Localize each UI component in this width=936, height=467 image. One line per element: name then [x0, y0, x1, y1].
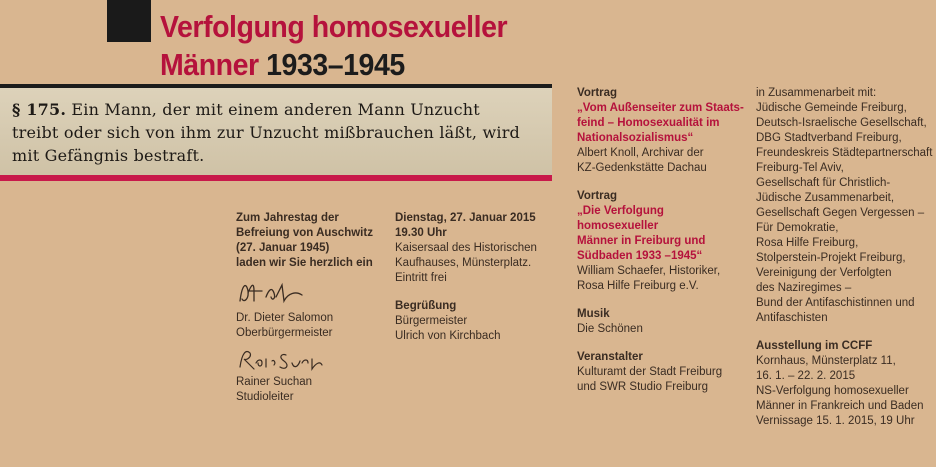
- music-heading: Musik: [577, 308, 610, 320]
- page-title: [160, 8, 675, 84]
- exhibition-line: Männer in Frankreich und Baden: [756, 400, 924, 412]
- partner-line: Gesellschaft für Christlich-: [756, 177, 891, 189]
- partner-line: Bund der Antifaschistinnen und: [756, 297, 915, 309]
- organizer-line-2: und SWR Studio Freiburg: [577, 381, 709, 393]
- exhibition-line: Kornhaus, Münsterplatz 11,: [756, 355, 896, 367]
- black-square-decoration: [107, 0, 151, 42]
- partner-line: Stolperstein-Projekt Freiburg,: [756, 252, 906, 264]
- exhibition-heading: Ausstellung im CCFF: [756, 340, 873, 352]
- partner-line: Freundeskreis Städtepartnerschaft: [756, 147, 933, 159]
- partner-line: Für Demokratie,: [756, 222, 839, 234]
- invitation-line-2: Befreiung von Auschwitz: [236, 227, 373, 239]
- signer-1-role: Oberbürgermeister: [236, 327, 333, 339]
- signer-2-role: Studioleiter: [236, 391, 294, 403]
- partner-line: Jüdische Gemeinde Freiburg,: [756, 102, 907, 114]
- partner-line: Vereinigung der Verfolgten: [756, 267, 892, 279]
- signature-suchan-icon: [236, 341, 326, 375]
- talk-2-speaker-1: William Schaefer, Historiker,: [577, 265, 721, 277]
- partner-line: Gesellschaft Gegen Vergessen –: [756, 207, 925, 219]
- talk-2-title-2: Männer in Freiburg und: [577, 235, 706, 247]
- welcome-line-1: Bürgermeister: [395, 315, 468, 327]
- event-time: 19.30 Uhr: [395, 227, 447, 239]
- talk-2-heading: Vortrag: [577, 190, 618, 202]
- partner-line: Deutsch-Israelische Gesellschaft,: [756, 117, 927, 129]
- event-entry: Eintritt frei: [395, 272, 447, 284]
- music-text: Die Schönen: [577, 323, 643, 335]
- invitation-column: [236, 211, 386, 405]
- partner-line: DBG Stadtverband Freiburg,: [756, 132, 902, 144]
- invitation-line-1: Zum Jahrestag der: [236, 212, 339, 224]
- organizer-line-1: Kulturamt der Stadt Freiburg: [577, 366, 723, 378]
- talk-1-speaker-1: Albert Knoll, Archivar der: [577, 147, 704, 159]
- partner-line: Jüdische Zusammenarbeit,: [756, 192, 895, 204]
- paragraph-line-1: [12, 98, 542, 121]
- paragraph-line-1-text: Ein Mann, der mit einem anderen Mann Unzucht: [71, 100, 480, 119]
- talk-1-title-2: feind – Homosexualität im: [577, 117, 720, 129]
- talk-2-title-3: Südbaden 1933 –1945“: [577, 250, 703, 262]
- invitation-line-4: laden wir Sie herzlich ein: [236, 257, 373, 269]
- signature-salomon-icon: [236, 271, 306, 311]
- partner-line: Antifaschisten: [756, 312, 828, 324]
- paragraph-number: § 175.: [12, 100, 67, 119]
- welcome-heading: Begrüßung: [395, 300, 457, 312]
- welcome-line-2: Ulrich von Kirchbach: [395, 330, 501, 342]
- event-venue-1: Kaisersaal des Historischen: [395, 242, 537, 254]
- title-line-1: Verfolgung homosexueller: [160, 9, 508, 44]
- signer-2-name: Rainer Suchan: [236, 376, 313, 388]
- paragraph-line-2: treibt oder sich von ihm zur Unzucht mißbrauchen läßt, wird: [12, 123, 520, 142]
- talk-1-title-3: Nationalsozialismus“: [577, 132, 694, 144]
- signer-1-name: Dr. Dieter Salomon: [236, 312, 334, 324]
- event-venue-2: Kaufhauses, Münsterplatz.: [395, 257, 532, 269]
- title-maenner: Männer: [160, 47, 259, 82]
- program-column: [577, 86, 747, 395]
- talk-2-title-1: „Die Verfolgung homosexueller: [577, 205, 664, 232]
- exhibition-line: NS-Verfolgung homosexueller: [756, 385, 909, 397]
- organizer-heading: Veranstalter: [577, 351, 643, 363]
- talk-1-title-1: „Vom Außenseiter zum Staats-: [577, 102, 744, 114]
- exhibition-line: 16. 1. – 22. 2. 2015: [756, 370, 856, 382]
- event-date: Dienstag, 27. Januar 2015: [395, 212, 536, 224]
- paragraph-line-3: mit Gefängnis bestraft.: [12, 146, 205, 165]
- partners-column: [756, 86, 934, 429]
- talk-1-heading: Vortrag: [577, 87, 618, 99]
- talk-1-speaker-2: KZ-Gedenkstätte Dachau: [577, 162, 707, 174]
- exhibition-line: Vernissage 15. 1. 2015, 19 Uhr: [756, 415, 915, 427]
- partner-line: in Zusammenarbeit mit:: [756, 87, 877, 99]
- partner-line: Rosa Hilfe Freiburg,: [756, 237, 859, 249]
- paragraph-bottom-rule: [0, 175, 552, 181]
- partner-line: Freiburg-Tel Aviv,: [756, 162, 844, 174]
- partner-line: des Naziregimes –: [756, 282, 852, 294]
- paragraph-175-text: [12, 98, 542, 167]
- invitation-line-3: (27. Januar 1945): [236, 242, 330, 254]
- title-line-2: [160, 46, 675, 84]
- title-years: 1933–1945: [266, 47, 405, 82]
- talk-2-speaker-2: Rosa Hilfe Freiburg e.V.: [577, 280, 699, 292]
- event-column: [395, 211, 545, 344]
